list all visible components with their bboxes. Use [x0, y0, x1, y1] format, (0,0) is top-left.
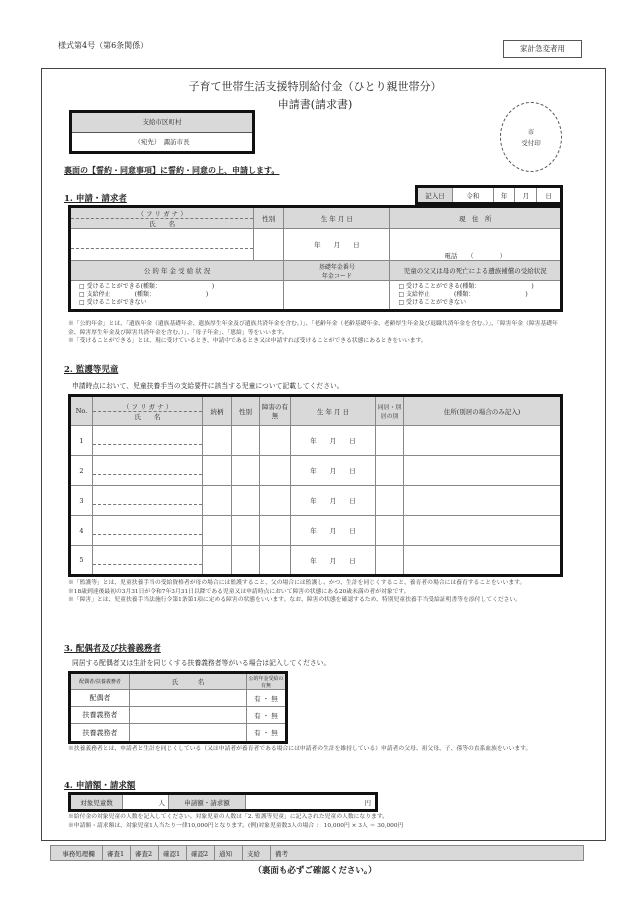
- form-title: 子育て世帯生活支援特別給付金（ひとり親世帯分）: [188, 80, 442, 93]
- child-row: [70, 456, 562, 486]
- cohabit-field[interactable]: [376, 516, 404, 546]
- address-field[interactable]: [404, 486, 562, 516]
- entry-date-month[interactable]: 月: [515, 187, 537, 204]
- address-field[interactable]: [404, 546, 562, 576]
- applicant-name-field[interactable]: [70, 229, 254, 261]
- section2-notes: [68, 579, 563, 605]
- note: ※給付金の対象児童の人数を記入してください。対象児童の人数は「2. 監護等児童」に記入された児童の人数になります。: [68, 814, 388, 820]
- cohabit-field[interactable]: [376, 426, 404, 456]
- no-header: No.: [70, 396, 93, 426]
- office-cell: 審査2: [131, 846, 159, 861]
- name-header: 氏 名: [130, 673, 247, 690]
- cohabit-header: 同居・別居の別: [376, 396, 404, 426]
- office-cell: 確認2: [187, 846, 215, 861]
- children-table: [68, 394, 563, 577]
- count-field[interactable]: 人: [123, 794, 169, 811]
- dependent-pension-field[interactable]: 有 ・ 無: [247, 707, 287, 724]
- sex-field[interactable]: [232, 546, 260, 576]
- entry-date-year[interactable]: 年: [493, 187, 515, 204]
- pension-header: 公的年金受給の有無: [247, 673, 287, 690]
- count-label: 対象児童数: [70, 794, 123, 811]
- entry-date: [415, 185, 563, 205]
- address-header: 住所(別居の場合のみ記入): [404, 396, 562, 426]
- child-row: [70, 546, 562, 576]
- cohabit-field[interactable]: [376, 546, 404, 576]
- child-name-field[interactable]: [93, 486, 203, 516]
- oath-statement: 裏面の【誓約・同意事項】に誓約・同意の上、申請します。: [64, 165, 280, 175]
- applicant-sex-field[interactable]: [254, 229, 284, 261]
- pension-status-header: 公 的 年 金 受 給 状 況: [70, 261, 284, 281]
- cohabit-field[interactable]: [376, 456, 404, 486]
- child-row: [70, 426, 562, 456]
- dependents-table: [68, 671, 288, 744]
- option-eligible[interactable]: □ 受けることができる(種類： ): [398, 283, 534, 290]
- child-name-field[interactable]: [93, 456, 203, 486]
- addressee-value: （宛先） 諏訪市長: [134, 138, 190, 146]
- entry-date-label: 記入日: [417, 187, 453, 204]
- section4-notes: [68, 813, 563, 830]
- sex-field[interactable]: [232, 486, 260, 516]
- dependent-name-field[interactable]: [130, 707, 247, 724]
- dependent-type: 扶養義務者: [70, 724, 130, 743]
- dob-header: 生 年 月 日: [284, 207, 390, 229]
- option-suspended[interactable]: □ 支給停止 (種類： ): [79, 291, 209, 298]
- dob-field[interactable]: 年 月 日: [291, 516, 376, 546]
- reception-stamp: [500, 102, 562, 172]
- type-header: 配偶者/扶養義務者: [70, 673, 130, 690]
- option-suspended[interactable]: □ 支給停止 (種類： ): [398, 291, 528, 298]
- disability-field[interactable]: [260, 456, 291, 486]
- office-cell: 備考: [271, 846, 584, 861]
- note: ※「障害」とは、児童扶養手当法施行令第1条第1項に定める障害の状態をいいます。なお、障害の状態を確認するため、特別児童扶養手当受給証明書等を添付してください。: [68, 597, 522, 603]
- addressee-box: [69, 110, 255, 154]
- amount-label: 申請額・請求額: [169, 794, 246, 811]
- dob-field[interactable]: 年 月 日: [291, 546, 376, 576]
- disability-field[interactable]: [260, 486, 291, 516]
- relation-header: 続柄: [203, 396, 232, 426]
- row-number: 5: [70, 546, 93, 576]
- sex-field[interactable]: [232, 426, 260, 456]
- section4-title: 4. 申請額・請求額: [64, 781, 136, 791]
- applicant-address-field[interactable]: 電話 （ ）: [390, 229, 562, 261]
- dob-field[interactable]: 年 月 日: [291, 426, 376, 456]
- relation-field[interactable]: [203, 456, 232, 486]
- form-subtitle: 申請書(請求書): [277, 98, 353, 111]
- office-use-bar: [50, 845, 584, 861]
- office-cell: 事務処理欄: [51, 846, 103, 861]
- dependent-name-field[interactable]: [130, 690, 247, 707]
- office-cell: 通知: [215, 846, 243, 861]
- dob-header: 生 年 月 日: [291, 396, 376, 426]
- furigana-header: （ フ リ ガ ナ ）: [71, 209, 253, 219]
- note: ※「監護等」とは、児童扶養手当の受給資格者が母の場合には監護すること、父の場合には監護し、かつ、生計を同じくすること、養育者の場合には養育することをいいます。: [68, 580, 526, 586]
- office-cell: 確認1: [159, 846, 187, 861]
- dob-field[interactable]: 年 月 日: [291, 486, 376, 516]
- pension-options[interactable]: [70, 281, 284, 311]
- child-name-field[interactable]: [93, 546, 203, 576]
- note: ※「公的年金」とは、「遺族年金（遺族基礎年金、遺族厚生年金及び遺族共済年金を含む。）」、「老齢年金（老齢基礎年金、老齢厚生年金及び退職共済年金を含む。）」、「障害年金（障害基礎年金、障害厚生年金及び障害共済年金を含む。）」、「母子年金」、「恩給」等をいいます。: [68, 321, 558, 336]
- survivor-status-header: 児童の父又は母の死亡による遺族補償の受給状況: [390, 261, 562, 281]
- relation-field[interactable]: [203, 546, 232, 576]
- dob-field[interactable]: 年 月 日: [291, 456, 376, 486]
- note: ※「受けることができる」とは、現に受けているとき、申請中であるとき又は申請すれば受けることができる状態にあるときをいいます。: [68, 338, 427, 344]
- disability-field[interactable]: [260, 426, 291, 456]
- row-number: 2: [70, 456, 93, 486]
- name-header: 氏 名: [149, 219, 176, 228]
- office-cell: 審査1: [103, 846, 131, 861]
- dependent-pension-field[interactable]: 有 ・ 無: [247, 690, 287, 707]
- sex-field[interactable]: [232, 516, 260, 546]
- applicant-dob-field[interactable]: 年 月 日: [284, 229, 390, 261]
- address-header: 現 住 所: [390, 207, 562, 229]
- furigana-header: （ フ リ ガ ナ ）: [93, 402, 202, 412]
- footer-note: （裏面も必ずご確認ください。）: [253, 866, 377, 876]
- section1-title: 1. 申請・請求者: [64, 194, 127, 204]
- office-cell: 支給: [243, 846, 271, 861]
- applicant-table: [68, 205, 563, 312]
- option-eligible[interactable]: □ 受けることができる(種類： ): [79, 283, 215, 290]
- section2-intro: 申請時点において、児童扶養手当の支給要件に該当する児童について記載してください。: [72, 382, 344, 390]
- pension-number-field[interactable]: [284, 281, 390, 311]
- dependent-pension-field[interactable]: 有 ・ 無: [247, 724, 287, 743]
- cohabit-field[interactable]: [376, 486, 404, 516]
- relation-field[interactable]: [203, 426, 232, 456]
- sex-field[interactable]: [232, 456, 260, 486]
- sex-header: 性別: [232, 396, 260, 426]
- section3-title: 3. 配偶者及び扶養義務者: [64, 644, 161, 654]
- amount-table: [68, 792, 378, 812]
- category-tag: 家計急変者用: [503, 40, 582, 58]
- child-name-field[interactable]: [93, 516, 203, 546]
- address-field[interactable]: [404, 426, 562, 456]
- child-row: [70, 486, 562, 516]
- option-ineligible[interactable]: □ 受けることができない: [398, 299, 467, 306]
- disability-header: 障害の有無: [260, 396, 291, 426]
- note: ※申請額・請求額は、対象児童1人当たり一律10,000円となります。(例)対象児童数3人の場合 ： 10,000円 × 3人 ＝ 30,000円: [68, 822, 404, 829]
- section3-intro: 同居する配偶者又は生計を同じくする扶養義務者等がいる場合は記入してください。: [72, 659, 331, 667]
- relation-field[interactable]: [203, 486, 232, 516]
- row-number: 1: [70, 426, 93, 456]
- child-row: [70, 516, 562, 546]
- note: ※18歳到達後最初の3月31日が令和7年3月31日以降である児童又は申請時点において障害の状態にある20歳未満の者が対象です。: [68, 588, 410, 595]
- address-field[interactable]: [404, 456, 562, 486]
- option-ineligible[interactable]: □ 受けることができない: [79, 299, 147, 306]
- pension-number-header: 基礎年金番号 年金コード: [284, 261, 390, 281]
- form-number: 様式第4号（第6条関係）: [58, 41, 149, 50]
- address-field[interactable]: [404, 516, 562, 546]
- addressee-label: 支給市区町村: [72, 113, 252, 133]
- relation-field[interactable]: [203, 516, 232, 546]
- child-name-field[interactable]: [93, 426, 203, 456]
- row-number: 4: [70, 516, 93, 546]
- entry-date-era[interactable]: 令和: [453, 187, 494, 204]
- dependent-type: 配偶者: [70, 690, 130, 707]
- disability-field[interactable]: [260, 516, 291, 546]
- row-number: 3: [70, 486, 93, 516]
- dependent-name-field[interactable]: [130, 724, 247, 743]
- survivor-options[interactable]: [390, 281, 562, 311]
- section1-notes: [68, 320, 563, 346]
- disability-field[interactable]: [260, 546, 291, 576]
- name-header: 氏 名: [134, 412, 161, 421]
- dependent-type: 扶養義務者: [70, 707, 130, 724]
- section3-note: ※扶養義務者とは、申請者と生計を同じくしている（又は申請者が養育者である場合には申請者の生計を維持している）申請者の父母、祖父母、子、孫等の直系血族をいいます。: [68, 746, 532, 752]
- stamp-line1: 市: [527, 128, 535, 136]
- stamp-line2: 受付印: [521, 139, 541, 147]
- sex-header: 性別: [254, 207, 284, 229]
- entry-date-day[interactable]: 日: [537, 187, 562, 204]
- section2-title: 2. 監護等児童: [64, 365, 119, 375]
- amount-field[interactable]: 円: [246, 794, 377, 811]
